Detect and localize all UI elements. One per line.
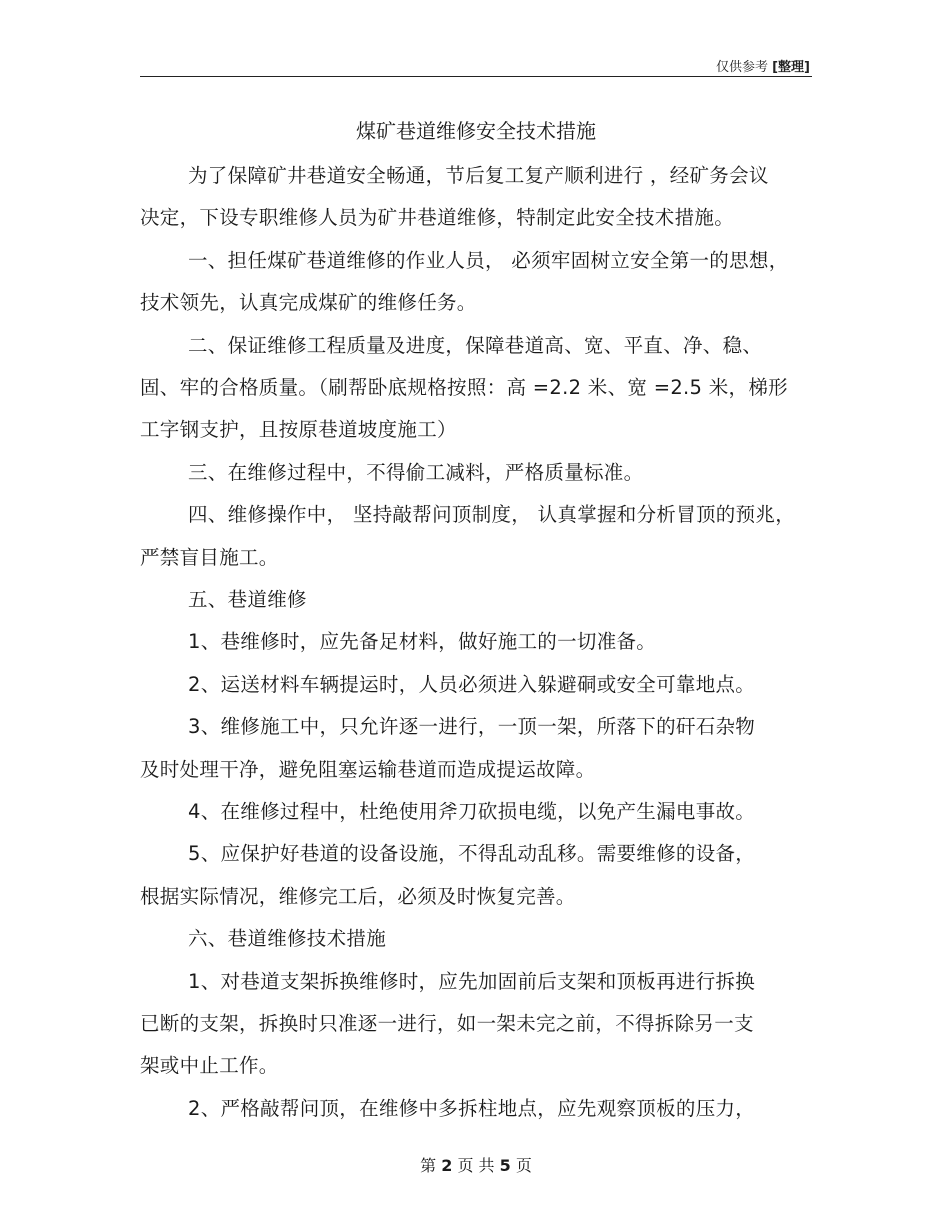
body-line: 及时处理干净，避免阻塞运输巷道而造成提运故障。 — [140, 757, 596, 781]
body-line: 架或中止工作。 — [140, 1054, 279, 1078]
body-line: 根据实际情况，维修完工后，必须及时恢复完善。 — [140, 884, 576, 908]
body-line: 2、严格敲帮问顶，在维修中多拆柱地点，应先观察顶板的压力， — [188, 1096, 756, 1120]
body-line: 决定，下设专职维修人员为矿井巷道维修，特制定此安全技术措施。 — [140, 206, 735, 230]
header-text: 仅供参考 — [715, 60, 768, 75]
body-line: 三、在维修过程中，不得偷工减料，严格质量标准。 — [188, 460, 644, 484]
body-line: 1、巷维修时，应先备足材料，做好施工的一切准备。 — [188, 630, 657, 654]
body-line: 1、对巷道支架拆换维修时，应先加固前后支架和顶板再进行拆换 — [188, 969, 756, 993]
body-line: 技术领先，认真完成煤矿的维修任务。 — [140, 291, 477, 315]
body-line: 4、在维修过程中，杜绝使用斧刀砍损电缆，以免产生漏电事故。 — [188, 800, 756, 823]
body-line: 3、维修施工中，只允许逐一进行，一顶一架，所落下的矸石杂物 — [188, 715, 756, 739]
body-line: 严禁盲目施工。 — [140, 545, 279, 569]
footer-prefix: 第 — [420, 1156, 437, 1175]
body-line: 五、巷道维修 — [188, 588, 307, 611]
body-line: 已断的支架，拆换时只准逐一进行，如一架未完之前，不得拆除另一支 — [140, 1012, 754, 1035]
body-line: 工字钢支护，且按原巷道坡度施工） — [140, 418, 457, 442]
page-footer — [140, 1153, 812, 1176]
document-title: 煤矿巷道维修安全技术措施 — [356, 119, 596, 143]
footer-total-pages: 5 — [499, 1156, 511, 1175]
body-line: 为了保障矿井巷道安全畅通，节后复工复产顺利进行 ，经矿务会议 — [188, 164, 769, 187]
body-line: 2、运送材料车辆提运时，人员必须进入躲避硐或安全可靠地点。 — [188, 672, 756, 696]
footer-suffix: 页 — [515, 1156, 532, 1175]
body-line: 六、巷道维修技术措施 — [188, 927, 387, 951]
body-line: 二、保证维修工程质量及进度，保障巷道高、宽、平直、净、稳、 — [188, 333, 763, 357]
body-line: 一、担任煤矿巷道维修的作业人员， 必须牢固树立安全第一的思想， — [188, 248, 789, 272]
footer-page-number: 2 — [441, 1156, 453, 1175]
body-line: 5、应保护好巷道的设备设施，不得乱动乱移。需要维修的设备， — [188, 842, 756, 866]
header-bracket-label: [整理] — [772, 60, 810, 75]
footer-mid: 页 共 — [457, 1156, 495, 1175]
body-line: 四、维修操作中， 坚持敲帮问顶制度， 认真掌握和分析冒顶的预兆， — [188, 503, 795, 527]
body-line: 固、牢的合格质量。（刷帮卧底规格按照：高 =2.2 米、宽 =2.5 米，梯形 — [140, 376, 788, 399]
